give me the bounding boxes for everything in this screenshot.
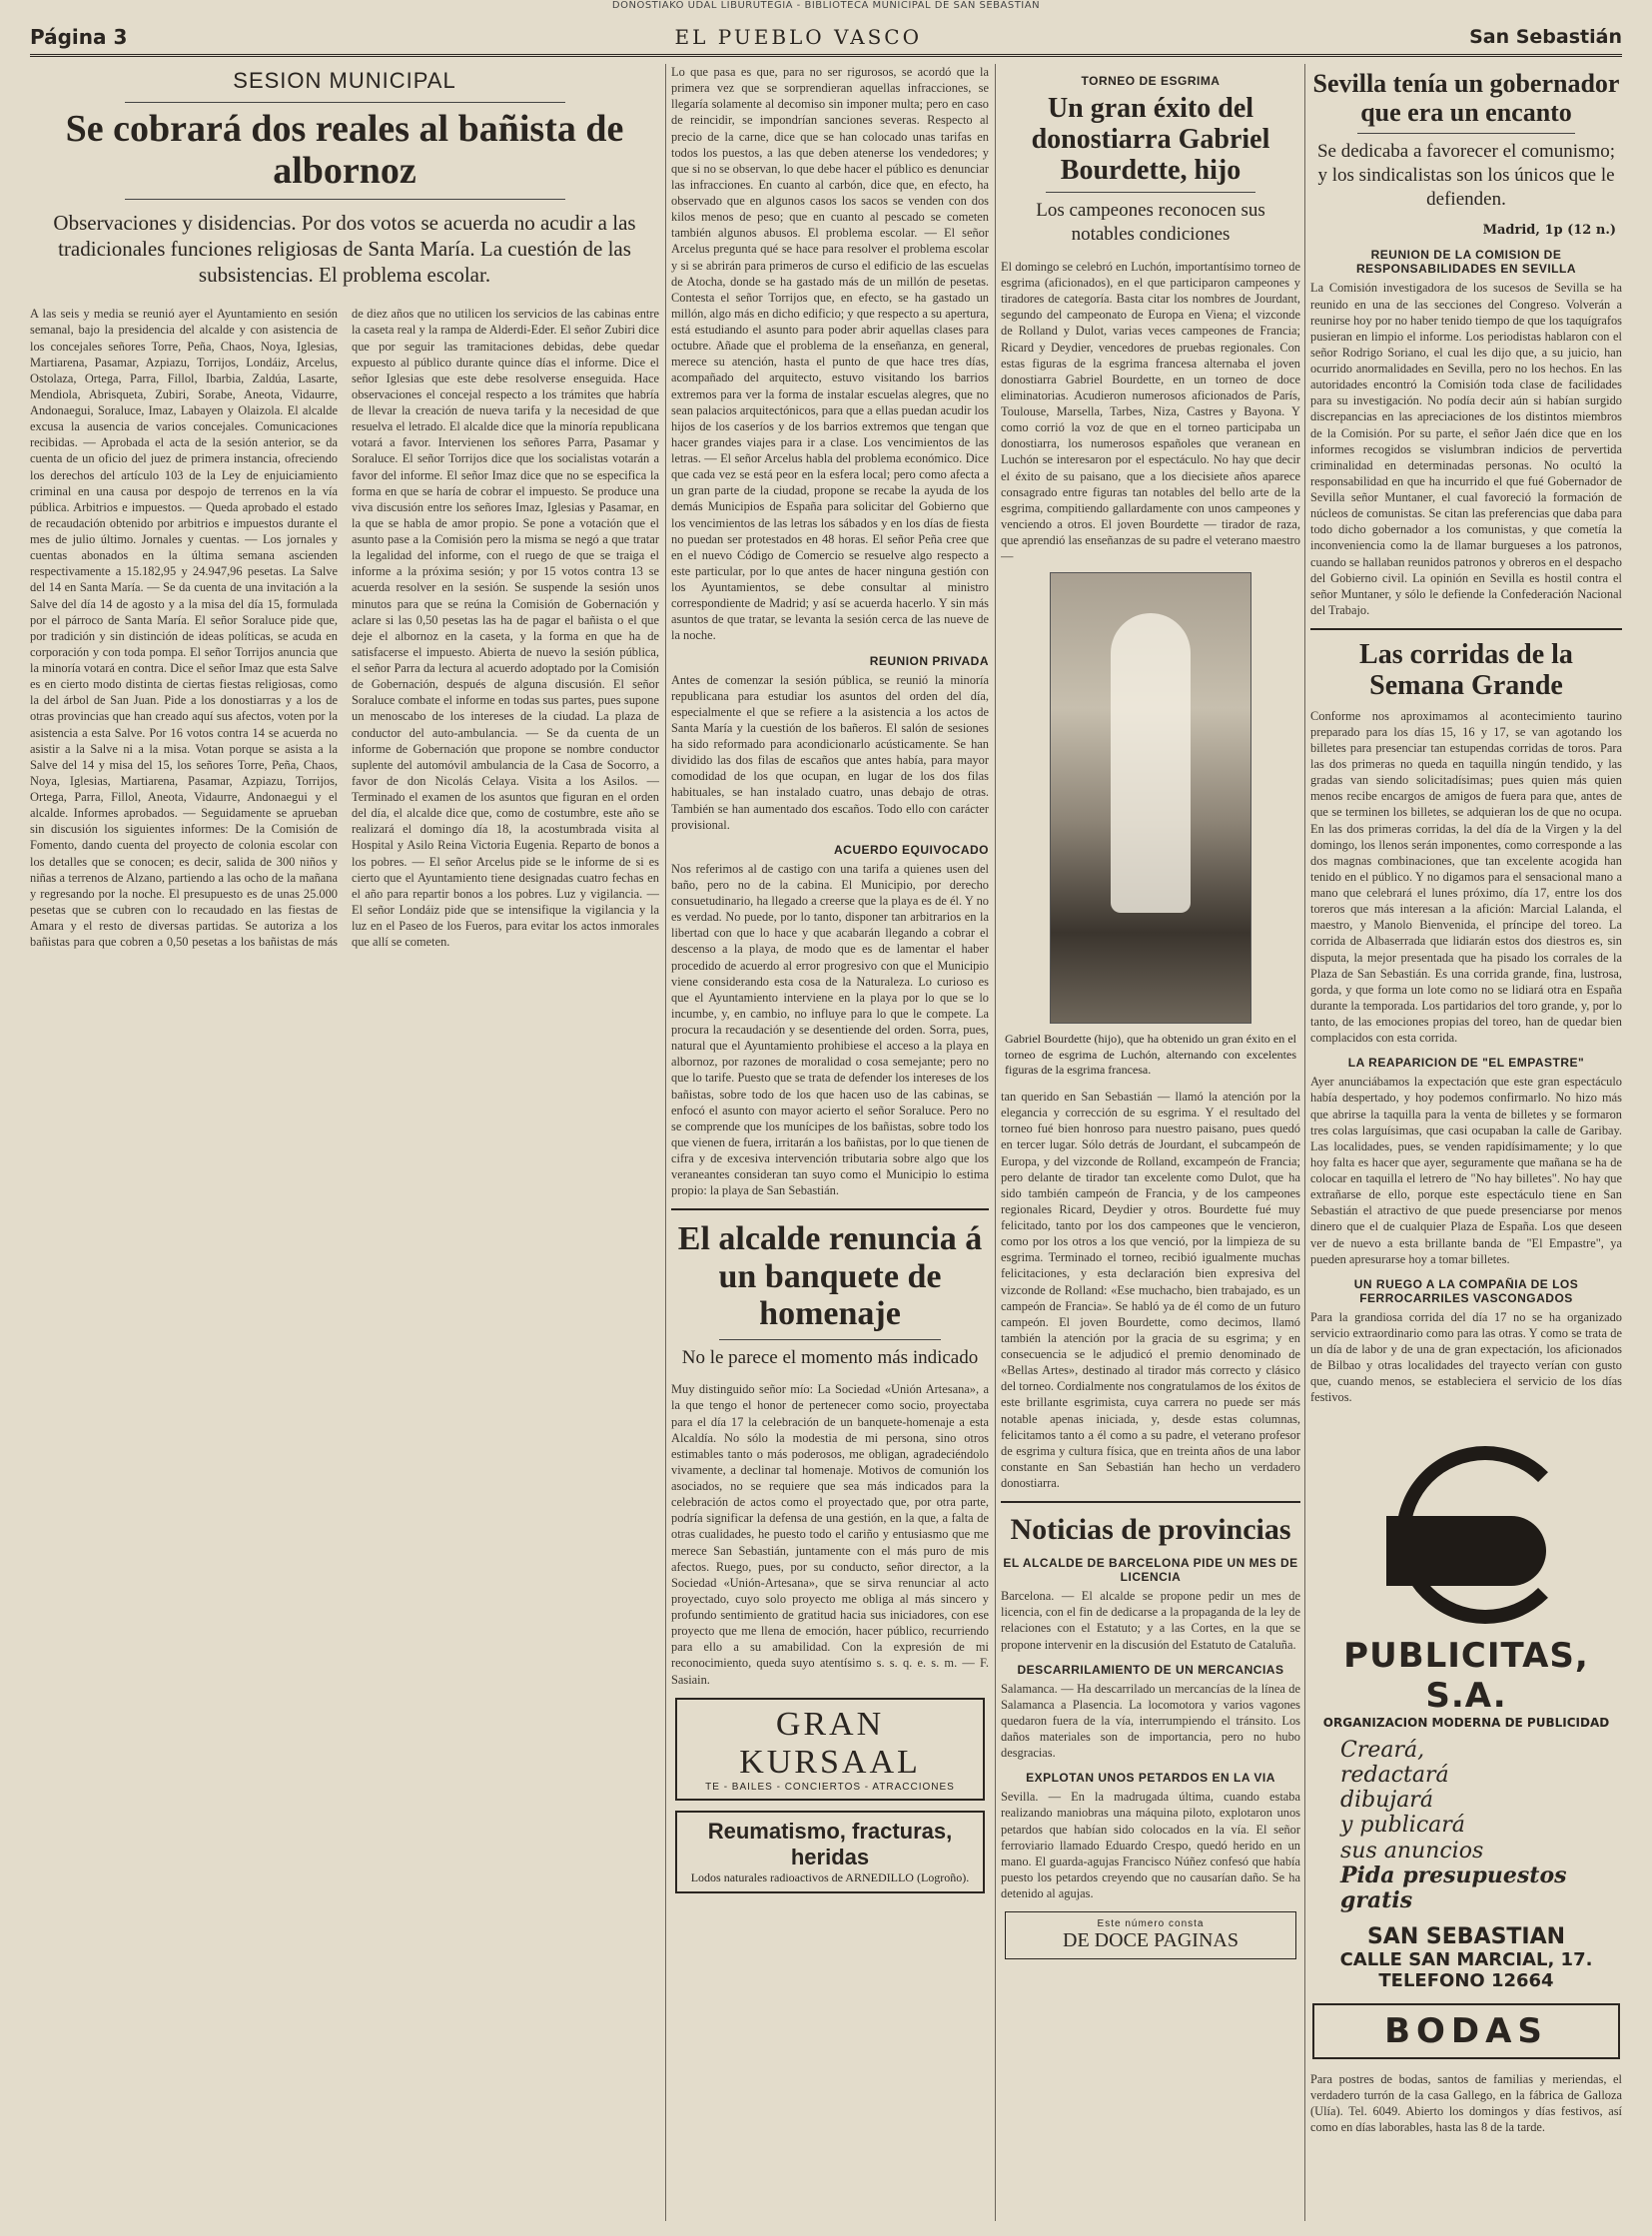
article-body: Ayer anunciábamos la expectación que este gran espectáculo había despertado, y hoy podemos confirmarlo. No hizo más que abrirse la taquilla para la venta de billetes y se formaron tres colas larguísimas, que casi ocupaban la calle de Garibay. Las localidades, pues, se venden rapidísimamente; y lo que hoy falta es hacer que ayer, seguramente que mañana se ha de colocar en taquilla el letrero de "No hay billetes". No hay que extrañarse de ello, porque este espectáculo tiene en San Sebastián el atractivo de que puede presenciarse por menos dinero que el de cualquier Plaza de España. Los que deseen ver de nuevo a esta brillante banda de "El Empastre", ya pueden apresurarse hoy a tomar billetes. <box>1310 1075 1622 1266</box>
ad-phone: TELEFONO 12664 <box>1378 1969 1554 1991</box>
divider <box>1357 133 1575 134</box>
divider <box>1001 1501 1300 1503</box>
column-divider <box>1304 64 1305 2221</box>
ad-service-line: redactará <box>1340 1762 1449 1788</box>
subheading: REUNION DE LA COMISION DE RESPONSABILIDADES EN SEVILLA <box>1355 248 1577 277</box>
notice-text: Este número consta <box>1097 1918 1205 1930</box>
notice-title: DE DOCE PAGINAS <box>1063 1929 1239 1952</box>
news-item-body: Barcelona. — El alcalde se propone pedir un mes de licencia, con el fin de dedicarse a la propaganda de la ley de relaciones con el Estatuto; y a las Cortes, en la que se propone intervenir en la discusión del Estatuto de Cataluña. <box>1001 1589 1300 1652</box>
photo-caption: Gabriel Bourdette (hijo), que ha obtenido un gran éxito en el torneo de esgrima de Luchón, alternando con excelentes figuras de la esgrima francesa. <box>1005 1032 1296 1078</box>
divider <box>125 102 565 103</box>
ad-tagline: ORGANIZACION MODERNA DE PUBLICIDAD <box>1322 1715 1610 1730</box>
article-headline-banquete: El alcalde renuncia á un banquete de homenaje <box>677 1220 983 1333</box>
news-item-body: Sevilla. — En la madrugada última, cuando estaba realizando maniobras una máquina piloto, explotaron unos petardos que habían sido colocados en la vía. El señor ferroviario llamado Eduardo Crespo, quedó herido en un mano. El guarda-agujas Francisco Núñez confesó que había puesto los petardos creyendo que no causarían daño. Se ha detenido al agujas. <box>1001 1790 1300 1901</box>
article-body: Conforme nos aproximamos al acontecimiento taurino preparado para los días 15, 16 y 17, se van agotando los billetes para presenciar tan estupendas corridas de toros. Para las dos primeras no queda en taquilla ningún tendido, y las gradas van siendo solicitadísimas; pues quien más quien menos recibe encargos de amigos de fuera para que, antes de que se terminen los billetes, se adquieran los de que no ocupa. En las dos primeras corridas, la del día de la Virgen y la del domingo, los llenos serán imponentes, como corresponde a las dos magnas combinaciones, que tan excelente acogida han tenido en el público. Y no digamos para el sensacional mano a mano que celebrará el lunes próximo, día 17, entre los dos toreros que más interesan a la afición: Marcial Lalanda, el maestro, y Manolo Bienvenida, el príncipe del toreo. La corrida de Albaserrada que lidiarán estos dos diestros es, sin disputa, la mejor presentada que ha pisado los corrales de la Plaza de San Sebastián. Es una corrida grande, fina, lustrosa, gorda, y que forma un lote como no se lidiará otra en España durante la temporada. Los partidarios del toro grande, y, por lo tanto, de las emociones propias del toreo, han de quedar bien complacidos con esta corrida. <box>1310 708 1622 1046</box>
newspaper-title: EL PUEBLO VASCO <box>674 25 922 49</box>
article-headline-sevilla: Sevilla tenía un gobernador que era un encanto <box>1312 69 1620 127</box>
article-deck: No le parece el momento más indicado <box>681 1346 979 1368</box>
article-body: Nos referimos al de castigo con una tarifa a quienes usen del baño, pero no de la cabina. El Municipio, por derecho consuetudinario, ha llegado a creerse que la playa es de él. Y no es verdad. No puede, por lo tanto, disponer tan arbitrarios en la libertad con que lo hace y que acabarán llegando a cobrar el descenso a la playa, de modo que es de lamentar el haber procedido de acuerdo al error progresivo con que el Municipio viene considerando esta cosa de la Naturaleza. Lo curioso es que el Ayuntamiento interviene en la playa por lo que se lo incumbe, y, en cambio, no influye para lo que le compete. La procura la recaudación y se desentiende del orden. Sorra, pues, natural que el Ayuntamiento prohibiese el acceso a la playa en albornoz, por razones de moralidad o cosa semejante; pero no que lo tarife. Puesto que se trata de defender los intereses de los bañistas, sobre todo de los que hacen uso de las cabinas, se enfocó el asunto con mayor acierto el señor Soraluce. Pero no se comprende que los munícipes de los bañistas, sobre todo los que vienen de fuera, irritarán a los bañistas, por lo que tienen de cifra y de excesiva intervención tributaria sobre algo que los veraneantes consideran tan suyo como el Municipio lo estima propio: la playa de San Sebastián. <box>671 861 989 1198</box>
ad-title: Reumatismo, fracturas, heridas <box>707 1818 953 1869</box>
article-body: Para la grandiosa corrida del día 17 no se ha organizado servicio extraordinario como para las otras. Y como se trata de un día de labor y de una de gran expectación, los aficionados de Bilbao y otras localidades del trayecto verían con gusto que, cuando menos, se estableciera el servicio de los días festivos. <box>1310 1309 1622 1405</box>
ad-subtitle: Lodos naturales radioactivos de ARNEDILLO (Logroño). <box>690 1869 970 1884</box>
column-two <box>671 64 989 2221</box>
ad-city: SAN SEBASTIAN <box>1366 1923 1566 1949</box>
column-three <box>1001 64 1300 2221</box>
article-body: Antes de comenzar la sesión pública, se reunió la minoría republicana para estudiar los asuntos del orden del día, especialmente el que se refiere a la asistencia a los actos de Santa María y la cuestión de los bañeros. El salón de sesiones ha sido reformado para acondicionarlo acústicamente. Se han dividido las dos filas de escaños que antes había, para mayor comodidad de los que ocupan, en lugar de los dos filas habituales, se han instalado cuatro, unas debajo de otras. También se han aumentado dos escaños. Todo ello con carácter provisional. <box>671 672 989 832</box>
photo-gabriel-bourdette <box>1050 572 1251 1024</box>
ad-subtitle: TE - BAILES - CONCIERTOS - ATRACCIONES <box>705 1781 955 1793</box>
page-number: Página 3 <box>30 25 128 49</box>
article-headline-corridas: Las corridas de la Semana Grande <box>1359 639 1573 701</box>
city-label: San Sebastián <box>1469 26 1622 48</box>
divider <box>1046 192 1255 193</box>
article-body: El domingo se celebró en Luchón, importantísimo torneo de esgrima (aficionados), en el que participaron campeones y tiradores de categoría. Basta citar los nombres de Jourdant, segundo del campeonato de Europa en Viena; el vizconde de Rolland y Dulot, varias veces campeones de Francia; Ricard y Deydier, vencedores de pruebas regionales. Con estas figuras de la esgrima francesa alternaba el joven donostiarra Gabriel Bourdette, en un torneo de doce eliminatorias. Acudieron numerosos aficionados de París, Toulouse, Marsella, Tarbes, Niza, Castres y Bayona. Y como corrió la voz de que en el torneo participaba un donostiarra, los numerosos españoles que veranean en Luchón se interesaron por el espectáculo. No hay que decir el éxito de su paisano, que a los diecisiete años aparece consagrado entre figuras tan notables del bello arte de la esgrima, compitiendo gallardamente con unos campeones y venciendo a otros. El joven Bourdette — tirador de raza, que aprendió las enseñanzas de su padre el veterano maestro — <box>1001 259 1300 564</box>
ad-address: CALLE SAN MARCIAL, 17. <box>1339 1948 1593 1970</box>
photo-figure <box>1111 613 1191 913</box>
divider <box>719 1339 942 1340</box>
article-deck: Observaciones y disidencias. Por dos votos se acuerda no acudir a las tradicionales funciones religiosas de Santa María. La cuestión de las subsistencias. El problema escolar. <box>53 210 636 288</box>
subheading: DESCARRILAMIENTO DE UN MERCANCIAS <box>1017 1662 1284 1677</box>
dateline: Madrid, 1p (12 n.) <box>1482 223 1616 239</box>
divider <box>1310 628 1622 630</box>
masthead <box>30 20 1622 57</box>
subheading: LA REAPARICION DE "EL EMPASTRE" <box>1347 1056 1585 1071</box>
article-headline-esgrima: Un gran éxito del donostiarra Gabriel Bourdette, hijo <box>1031 93 1270 186</box>
page-count-notice <box>1005 1911 1296 1959</box>
article-deck: Se dedicaba a favorecer el comunismo; y los sindicalistas son los únicos que le defienden. <box>1316 141 1616 210</box>
subheading-reunion-privada: REUNION PRIVADA <box>869 653 989 668</box>
ad-bodas-text: Para postres de bodas, santos de familias y meriendas, el verdadero turrón de la casa Gallego, en la fábrica de Galloza (Ulía). Tel. 6049. Abierto los domingos y días festivos, así como en días laborables, hasta las 8 de la tarde. <box>1310 2071 1622 2134</box>
ad-services <box>1340 1738 1592 1914</box>
news-item-body: Salamanca. — Ha descarrilado un mercancías de la línea de Salamanca a Plasencia. La locomotora y varios vagones quedaron fuera de la vía, interrumpiendo el tránsito. Los daños materiales son de importancia, pero no hubo desgracias. <box>1001 1681 1300 1761</box>
article-headline-provincias: Noticias de provincias <box>1010 1513 1291 1547</box>
ad-cta: Pida presupuestos gratis <box>1340 1863 1567 1914</box>
subheading: UN RUEGO A LA COMPAÑIA DE LOS FERROCARRILES VASCONGADOS <box>1353 1276 1579 1305</box>
subheading-acuerdo-equivocado: ACUERDO EQUIVOCADO <box>833 842 989 857</box>
column-divider <box>665 64 666 2221</box>
article-deck: Los campeones reconocen sus notables condiciones <box>1036 200 1265 246</box>
article-body: A las seis y media se reunió ayer el Ayuntamiento en sesión semanal, bajo la presidencia del alcalde y con asistencia de los concejales señores Torre, Peña, Chaos, Noya, Iglesias, Martiarena, Pasamar, Azpiazu, Torrijos, Londáiz, Arcelus, Ostolaza, Ortega, Parra, Fillol, Ibarbia, Zaldúa, Lasarte, Mendiola, Abrisqueta, Zubiri, Sorabe, Aneota, Vidaurre, Andonaegui, Soraluce, Imaz, Labayen y Olaizola. El alcalde excusa la ausencia de varios concejales. Comunicaciones recibidas. — Aprobada el acta de la sesión anterior, se da cuenta de un oficio del juez de primera instancia, ofreciendo los derechos del artículo 103 de la Ley de enjuiciamiento criminal en una causa por despojo de terrenos en la vía pública. Arbitrios e impuestos. — Queda aprobado el estado de recaudación obtenido por arbitrios e impuestos durante el mes de julio último. Jornales y cuentas. — Los jornales y cuentas abonados en la última semana ascienden respectivamente a 15.182,95 y 24.947,96 pesetas. La Salve del 14 en Santa María. — Se da cuenta de una invitación a la Salve del día 14 de agosto y a la misa del día 15, formulada por el párroco de Santa María. El señor Soraluce pide que, por tradición y sin distinción de ideas políticas, se acuda en corporación y con toda pompa. El señor Torrijos anuncia que la minoría votará en contra. Dice el señor Imaz que esta Salve es en cierto modo distinta de ciertas fiestas religiosas, como la del árbol de San Juan. Pide a los donostiarras y a los de otras provincias que han creado aquí sus afectos, voten por la asistencia a esta Salve. Por 16 votos contra 14 se acuerda no asistir a la Salve ni a la misa. Votan porque se asista a la Salve del 14 y misa del 15, los señores Torre, Peña, Chaos, Noya, Iglesias, Martiarena, Pasamar, Azpiazu, Torrijos, Ortega, Parra, Fillol, Aneota, Vidaurre, Andonaegui y el alcalde. Informes aprobados. — Seguidamente se aprueban sin discusión los siguientes informes: De la Comisión de Fomento, dando cuenta del proyecto de colonia escolar con los detalles que se conocen; es decir, salida de 300 niños y niñas a terrenos de Alzano, partiendo a las ocho de la mañana y regresando por la noche. El presupuesto es de unas 25.000 pesetas que se cubren con lo recaudado en las fiestas de Amara y el resto de diversas partidas. Se autoriza a los bañistas para que cobren a 0,50 pesetas a los bañistas de más de diez años que no utilicen los servicios de las cabinas entre la caseta real y la rampa de Alderdi-Eder. El señor Zubiri dice que por seguir las tramitaciones debidas, debe quedar expuesto al público durante quince días el informe. Dice el señor Iglesias que este debe resolverse enseguida. Hace observaciones el concejal respecto a los trámites que habría de llevar la creación de nueva tarifa y la necesidad de que resuelva el letrado. El alcalde dice que la minoría republicana votará a favor. Intervienen los señores Parra, Pasamar y Soraluce. El señor Torrijos dice que los socialistas votarán a favor del informe. El señor Imaz dice que no se especifica la forma en que se haría de cobrar el impuesto. Se produce una viva discusión entre los señores Imaz, Iglesias y Pasamar, en la que se habla de amor propio. Se pone a votación que el asunto pase a la Comisión pero la misma se negó a que tratar la legalidad del informe, con el ruego de que se traiga el informe a la próxima sesión; y por 15 votos contra 13 se acuerda resolver en la sesión. Se suspende la sesión unos minutos para que se reúna la Comisión de Gobernación y aclare si las 0,50 pesetas las ha de pagar el bañista o el que deje el albornoz en la caseta, y la forma en que ha de satisfacerse el impuesto. Abierta de nuevo la sesión pública, el señor Parra da lectura al acuerdo adoptado por la Comisión de Gobernación, después de alguna discusión. El señor Soraluce combate el informe en todas sus partes, pues supone un menoscabo de los intereses de la ciudad. La plaza de conductor del auto-ambulancia. — Se da cuenta de un informe de Gobernación que propone se nombre conductor suplente del automóvil ambulancia de la Casa de Socorro, a favor de don Nicolás Celaya. Visita a los Asilos. — Terminado el examen de los asuntos que figuran en el orden del día, el alcalde dice que, como de costumbre, este año se realizará el domingo día 18, la acostumbrada visita al Hospital y Asilo Reina Victoria Eugenia. Reparto de bonos a los pobres. — El señor Arcelus pide se le informe de si es cierto que el Ayuntamiento tiene designadas cuatro fechas en el año para repartir bonos a los pobres. Luz y vigilancia. — El señor Londáiz pide que se intensifique la vigilancia y la luz en el Paseo de los Fueros, para evitar los actos inmorales que allí se cometen. <box>30 307 659 950</box>
ad-service-line: Creará, <box>1340 1737 1425 1763</box>
article-sesion-municipal <box>30 64 659 2221</box>
article-body: La Comisión investigadora de los sucesos de Sevilla se ha reunido en una de las secciones del Congreso. Volverán a reunirse hoy por no haber tenido tiempo de que los taquígrafos pusieran en limpio el informe. Los periodistas hablaron con el señor Rodrigo Soriano, el cual les dijo que, a su juicio, han ocurrido anormalidades en Sevilla, pero no los hechos. En las autoridades encontró la Comisión toda clase de facilidades para su investigación. No podía decir aún si habían surgido discrepancias en las apreciaciones de los distintos miembros de la Comisión. Por su parte, el señor Jaén dice que en los informes recogidos se vislumbran indicios de pervertida criminalidad en determinadas personas. No ocultó la responsabilidad en que ha incurrido el que fué Gobernador de Sevilla señor Muntaner, el cual favoreció la formación de núcleos de comunistas. Se citan las preferencias que daba para todo dicho gobernador a los comunistas, y que cometía la inconveniencia como la de llamar burgueses a los patronos, cuando se hallaban reunidos patronos y obreros en el despacho del Gobierno civil. La opinión en Sevilla es hostil contra el señor Muntaner, y sólo le defiende la Confederación Nacional del Trabajo. <box>1310 281 1622 617</box>
ad-reumatismo <box>675 1811 985 1893</box>
article-headline: Se cobrará dos reales al bañista de albornoz <box>65 108 624 192</box>
article-body-banquete: Muy distinguido señor mío: La Sociedad «Unión Artesana», a la que tengo el honor de pertenecer como socio, proyectaba para el día 17 la celebración de un banquete-homenaje a esta Alcaldía. No sólo la modestia de mi persona, sino otros estimables tanto o más poderosos, me obligan, agradeciéndolo vivamente, a declinar tal homenaje. Motivos de comunión los asociados, no se requiere que sea más indicados para la celebración de actos como el proyectado que, por otra parte, podría significar la defensa de una gestión, en la que, a falta de otras cualidades, he puesto todo el cariño y entusiasmo que me merece San Sebastián, juntamente con el más puro de mis afectos. Ruego, pues, por su conducto, señor director, a la Sociedad «Unión-Artesana», que se sirva renunciar al acto proyectado, cuyo solo proyecto me obliga al más sincero y profundo sentimiento de gratitud hacia sus iniciadores, con ese proyecto que me llena de emoción, hacer público, recurriendo para ello a su amabilidad. Con la expresión de mi reconocimiento, queda suyo atentísimo s. s. q. e. s. m. — F. Sasiain. <box>671 1382 989 1687</box>
article-kicker: SESION MUNICIPAL <box>233 68 456 93</box>
ad-publicitas <box>1310 1426 1622 1991</box>
publicitas-logo-icon <box>1366 1426 1566 1626</box>
column-divider <box>995 64 996 2221</box>
ad-gran-kursaal <box>675 1698 985 1801</box>
ad-service-line: dibujará <box>1340 1788 1433 1814</box>
ad-bodas-title: BODAS <box>1312 2003 1620 2059</box>
archive-banner: DONOSTIAKO UDAL LIBURUTEGIA - BIBLIOTECA MUNICIPAL DE SAN SEBASTIAN <box>611 0 1041 11</box>
divider <box>671 1208 989 1210</box>
divider <box>125 199 565 200</box>
ad-service-line: sus anuncios <box>1340 1838 1484 1863</box>
article-kicker: TORNEO DE ESGRIMA <box>1081 74 1221 88</box>
article-body: tan querido en San Sebastián — llamó la atención por la elegancia y corrección de su esgrima. Y el resultado del torneo fué bien honroso para nuestro paisano, pues quedó en tercer lugar. Sólo detrás de Jourdant, el subcampeón de Europa, y del vizconde de Rolland, excampeón de Francia; pero delante de tirador tan excelente como Dulot, que ha sido también campeón de Francia, y de los campeones regionales Ricard, Deydier y otros. Bourdette fué muy felicitado, tanto por los dos campeones que le vencieron, como por los otros a los que venció, por la limpieza de su esgrima. Terminado el torneo, recibió igualmente muchas felicitaciones, y esta declaración bien expresiva del vizconde de Rolland: «Ese muchacho, bien trabajado, es un campeón de Francia». Se habló ya de él como de un futuro campeón. El joven Bourdette, como decimos, llamó también la atención por la gracia de su esgrima; y en consecuencia se le adjudicó el premio denominado de «Bellas Artes», destinado al tirador más correcto y clásico del torneo. Cordialmente nos congratulamos de los éxitos de este brillante esgrimista, cuya carrera no puede ser más notable apenas iniciada, y, desde estas columnas, felicitamos tanto a él como a su padre, el veterano profesor de esgrima y cultura física, que en treinta años de una labor constante en San Sebastián han hecho un verdadero donostiarra. <box>1001 1090 1300 1491</box>
ad-title: GRAN KURSAAL <box>739 1705 921 1781</box>
ad-company-name: PUBLICITAS, S.A. <box>1343 1635 1589 1716</box>
logo-bar <box>1386 1516 1546 1586</box>
subheading: EL ALCALDE DE BARCELONA PIDE UN MES DE LICENCIA <box>1003 1556 1298 1585</box>
ad-service-line: y publicará <box>1340 1813 1465 1839</box>
subheading: EXPLOTAN UNOS PETARDOS EN LA VIA <box>1026 1771 1275 1786</box>
article-body-continued: Lo que pasa es que, para no ser rigurosos, se acordó que la primera vez que se sorprendieran aquellas infracciones, se llegaría solamente al decomiso sin imponer multa; pero en caso de reincidir, se impondrían sanciones severas. Respecto al precio de la carne, dice que se han colocado unas tarifas en todos los puestos, a las que deben atenerse los vendedores; y que si no se observan, lo que debe hacer el público es denunciar las infracciones. En cuanto al carbón, dice que, en efecto, ha observado que en algunos casos los sacos se venden con dos kilos menos de peso; que en cuanto al pescado se cometen también algunos abusos. El problema escolar. — El señor Arcelus pregunta qué se hace para resolver el problema escolar y si se abrirán para primeros de curso el edificio de las escuelas de Atocha, donde se ha gastado más de un millón de pesetas. Contesta el señor Torrijos que, en efecto, se ha gastado un millón, algo más en dicho edificio; y que respecto a su apertura, está estudiando el asunto para poder abrir aquellas clases para octubre. Añade que el problema de la enseñanza, en general, merece su atención, hasta el punto de que hace tres días, acompañado del arquitecto, estuvo visitando los barrios extremos para ver la forma de instalar escuelas alegres, que no sean palacios arquitectónicos, para que a ellas puedan acudir los hijos de los caseríos y de los barrios extremos que tengan que hacer grandes viajes para ir a clase. Los vencimientos de las letras. — El señor Arcelus habla del problema económico. Dice que cada vez se está peor en la esfera local; pero como afecta a un gran parte de la ciudad, propone se recabe la ayuda de los demás Municipios de España para solicitar del Gobierno que los vencimientos de las letras los sábados y en los días de fiesta no puedan ser protestados en 48 horas. El señor Peña cree que en el nuevo Código de Comercio se resuelve algo respecto a este particular, por lo que antes de hacer ninguna gestión con los Ayuntamientos, se debe consultar al ministro correspondiente de Madrid; y así se acuerda hacerlo. Y sin más asuntos de que tratar, se levanta la sesión cerca de las nueve de la noche. <box>671 65 989 643</box>
column-four <box>1310 64 1622 2221</box>
